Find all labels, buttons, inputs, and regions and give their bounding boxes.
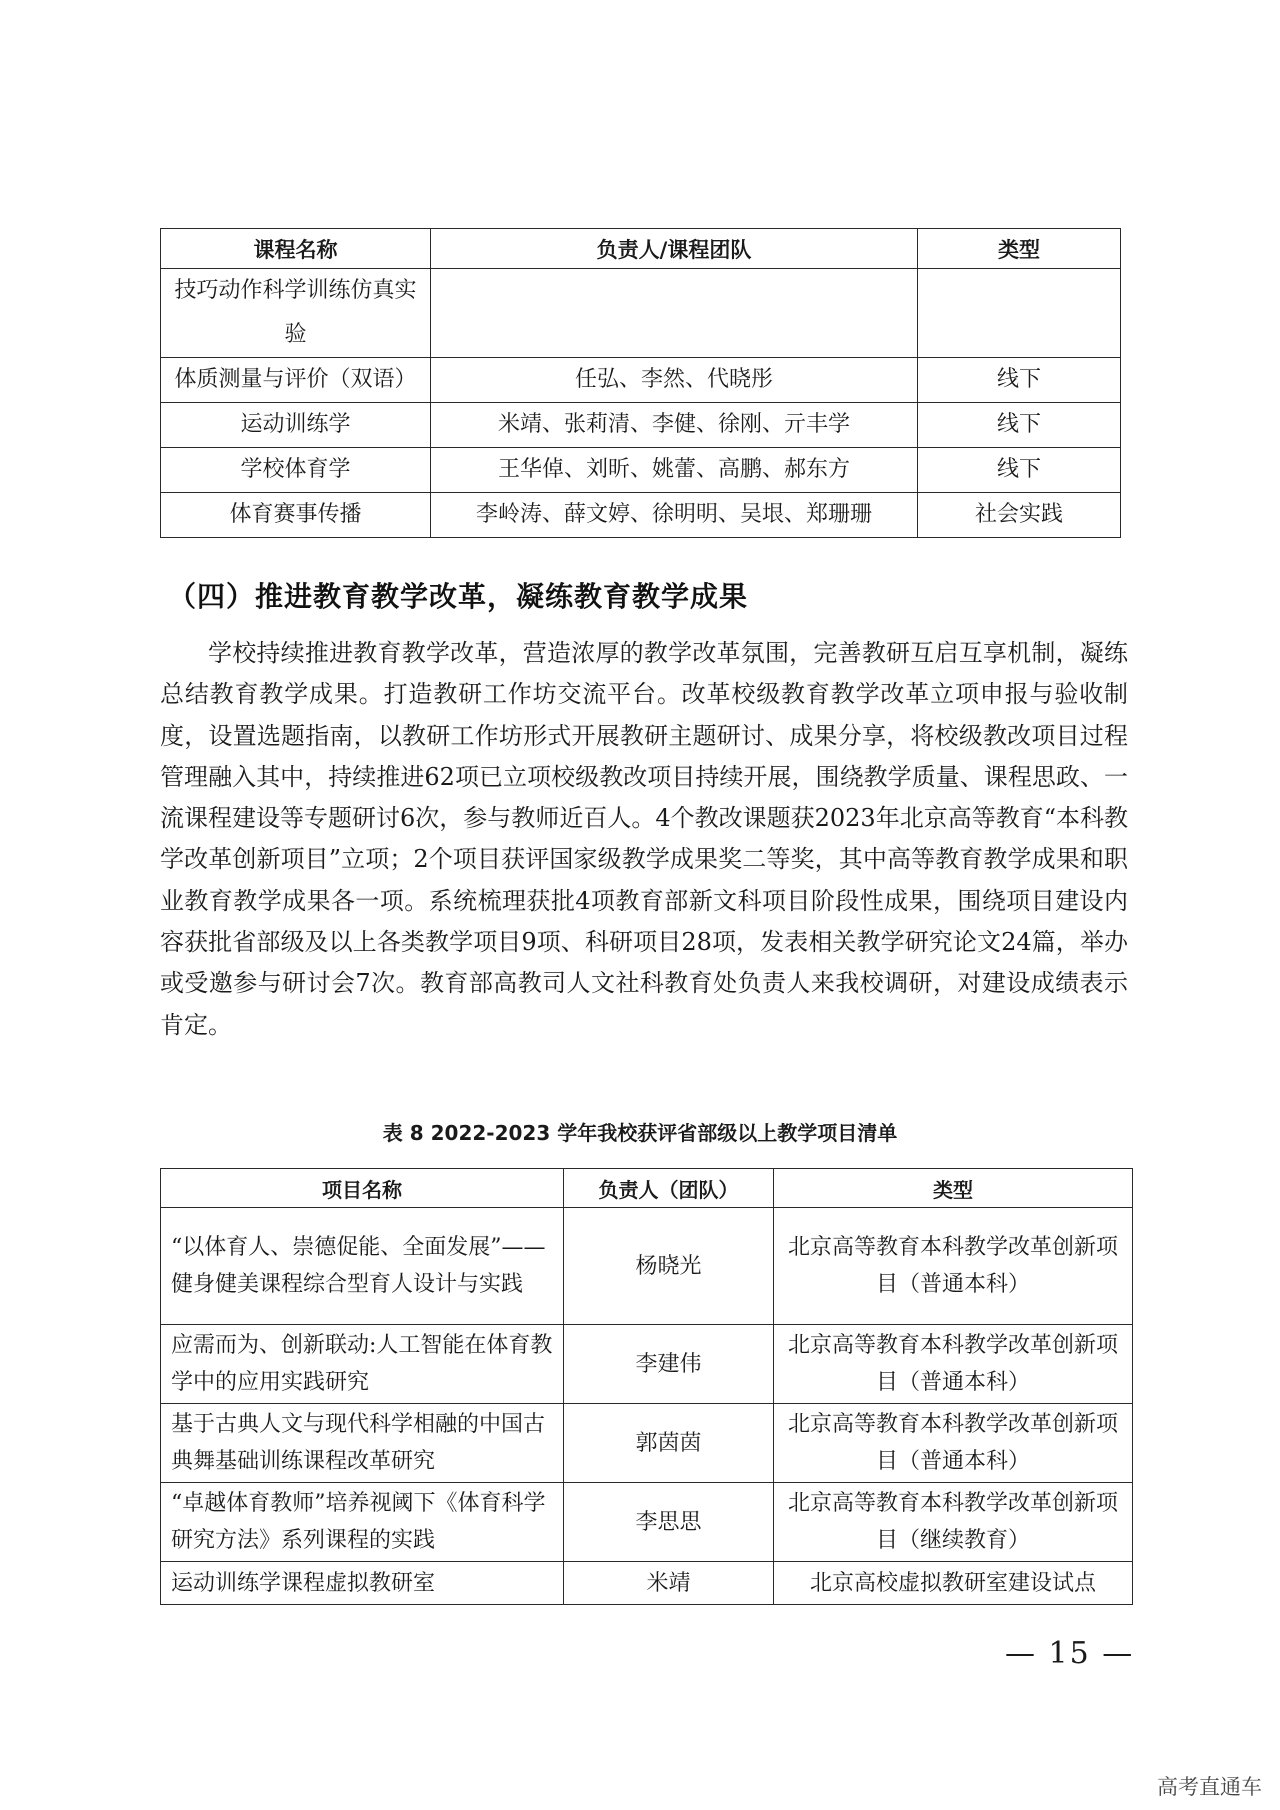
team-cell: 米靖、张莉清、李健、徐刚、亓丰学 [431, 403, 918, 448]
table-header-row [161, 1169, 1133, 1208]
table-row [161, 403, 1121, 448]
column-header: 负责人（团队） [564, 1169, 774, 1208]
project-type-cell: 北京高等教育本科教学改革创新项目（普通本科） [774, 1404, 1133, 1483]
course-table [160, 228, 1121, 538]
table-row [161, 1404, 1133, 1483]
column-header: 类型 [918, 229, 1121, 269]
project-type-cell: 北京高等教育本科教学改革创新项目（普通本科） [774, 1208, 1133, 1325]
column-header: 负责人/课程团队 [431, 229, 918, 269]
project-name-cell: 基于古典人文与现代科学相融的中国古典舞基础训练课程改革研究 [161, 1404, 564, 1483]
table-row [161, 1562, 1133, 1605]
project-name-cell: 应需而为、创新联动:人工智能在体育教学中的应用实践研究 [161, 1325, 564, 1404]
project-name-cell: “卓越体育教师”培养视阈下《体育科学研究方法》系列课程的实践 [161, 1483, 564, 1562]
leader-cell: 杨晓光 [564, 1208, 774, 1325]
leader-cell: 郭茵茵 [564, 1404, 774, 1483]
table-row [161, 358, 1121, 403]
course-name-cell: 体育赛事传播 [161, 493, 431, 538]
team-cell: 王华倬、刘昕、姚蕾、高鹏、郝东方 [431, 448, 918, 493]
leader-cell: 李建伟 [564, 1325, 774, 1404]
team-cell [431, 269, 918, 358]
table-row [161, 448, 1121, 493]
course-name-cell: 技巧动作科学训练仿真实验 [161, 269, 431, 358]
leader-cell: 米靖 [564, 1562, 774, 1605]
table-row [161, 493, 1121, 538]
table-row [161, 1325, 1133, 1404]
page-number: — 15 — [1005, 1636, 1135, 1671]
body-paragraph: 学校持续推进教育教学改革，营造浓厚的教学改革氛围，完善教研互启互享机制，凝练总结教育教学成果。打造教研工作坊交流平台。改革校级教育教学改革立项申报与验收制度，设置选题指南，以教研工作坊形式开展教研主题研讨、成果分享，将校级教改项目过程管理融入其中，持续推进62项已立项校级教改项目持续开展，围绕教学质量、课程思政、一流课程建设等专题研讨6次，参与教师近百人。4个教改课题获2023年北京高等教育“本科教学改革创新项目”立项；2个项目获评国家级教学成果奖二等奖，其中高等教育教学成果和职业教育教学成果各一项。系统梳理获批4项教育部新文科项目阶段性成果，围绕项目建设内容获批省部级及以上各类教学项目9项、科研项目28项，发表相关教学研究论文24篇，举办或受邀参与研讨会7次。教育部高教司人文社科教育处负责人来我校调研，对建设成绩表示肯定。 [160, 639, 1128, 1039]
course-name-cell: 体质测量与评价（双语） [161, 358, 431, 403]
team-cell: 任弘、李然、代晓彤 [431, 358, 918, 403]
project-type-cell: 北京高等教育本科教学改革创新项目（继续教育） [774, 1483, 1133, 1562]
type-cell [918, 269, 1121, 358]
project-name-cell: “以体育人、崇德促能、全面发展”——健身健美课程综合型育人设计与实践 [161, 1208, 564, 1325]
table-row [161, 1483, 1133, 1562]
table-row [161, 269, 1121, 358]
project-type-cell: 北京高等教育本科教学改革创新项目（普通本科） [774, 1325, 1133, 1404]
table-header-row [161, 229, 1121, 269]
type-cell: 线下 [918, 403, 1121, 448]
column-header: 项目名称 [161, 1169, 564, 1208]
team-cell: 李岭涛、薛文婷、徐明明、吴垠、郑珊珊 [431, 493, 918, 538]
table-caption: 表 8 2022-2023 学年我校获评省部级以上教学项目清单 [382, 1121, 898, 1145]
project-name-cell: 运动训练学课程虚拟教研室 [161, 1562, 564, 1605]
type-cell: 社会实践 [918, 493, 1121, 538]
project-table [160, 1168, 1133, 1605]
project-type-cell: 北京高校虚拟教研室建设试点 [774, 1562, 1133, 1605]
column-header: 课程名称 [161, 229, 431, 269]
leader-cell: 李思思 [564, 1483, 774, 1562]
type-cell: 线下 [918, 448, 1121, 493]
section-heading: （四）推进教育教学改革，凝练教育教学成果 [168, 580, 749, 613]
course-name-cell: 运动训练学 [161, 403, 431, 448]
type-cell: 线下 [918, 358, 1121, 403]
column-header: 类型 [774, 1169, 1133, 1208]
watermark: 高考直通车 [1157, 1775, 1262, 1799]
course-name-cell: 学校体育学 [161, 448, 431, 493]
table-row [161, 1208, 1133, 1325]
